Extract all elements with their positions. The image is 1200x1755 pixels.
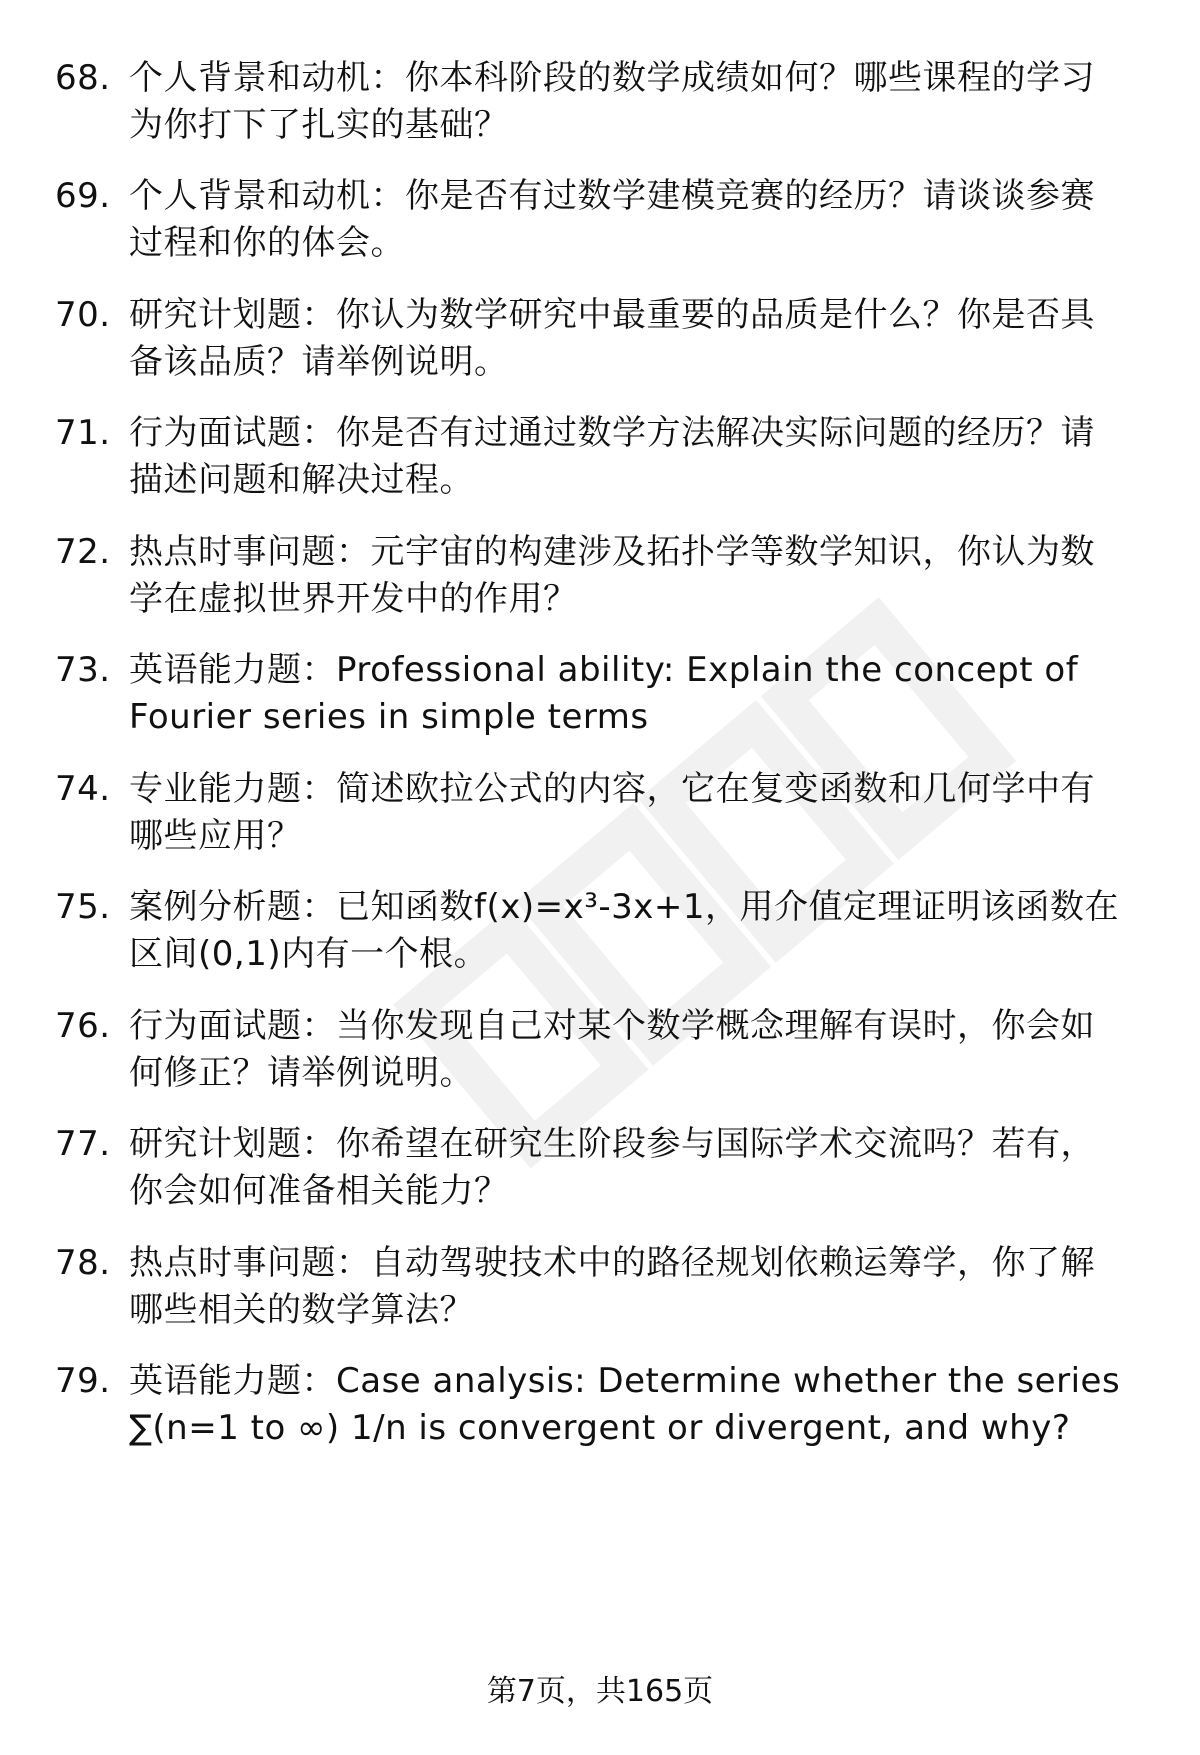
question-text: 个人背景和动机：你是否有过数学建模竞赛的经历？请谈谈参赛: [129, 176, 1095, 216]
question-text: 描述问题和解决过程。: [129, 460, 474, 500]
page-indicator: 第7页，共165页: [486, 1674, 714, 1709]
question-number: 78.: [55, 1243, 111, 1283]
question-number: 79.: [55, 1361, 111, 1401]
question-text: ∑(n=1 to ∞) 1/n is convergent or divergent, and why?: [129, 1408, 1071, 1448]
question-text: 研究计划题：你希望在研究生阶段参与国际学术交流吗？若有，: [129, 1124, 1095, 1164]
question-number: 73.: [55, 650, 111, 690]
question-text: 研究计划题：你认为数学研究中最重要的品质是什么？你是否具: [129, 295, 1095, 335]
question-text: 英语能力题：Professional ability: Explain the concept of: [129, 650, 1079, 690]
question-number: 77.: [55, 1124, 111, 1164]
question-number: 72.: [55, 532, 111, 572]
question-number: 75.: [55, 887, 111, 927]
question-text: 行为面试题：你是否有过通过数学方法解决实际问题的经历？请: [129, 413, 1095, 453]
question-number: 70.: [55, 295, 111, 335]
question-text: 个人背景和动机：你本科阶段的数学成绩如何？哪些课程的学习: [129, 58, 1095, 98]
question-number: 69.: [55, 176, 111, 216]
question-text: 哪些相关的数学算法？: [129, 1290, 474, 1330]
question-text: 热点时事问题：元宇宙的构建涉及拓扑学等数学知识，你认为数: [129, 532, 1095, 572]
question-text: 过程和你的体会。: [129, 223, 405, 263]
question-text: 案例分析题：已知函数f(x)=x³-3x+1，用介值定理证明该函数在: [129, 887, 1119, 927]
question-text: 热点时事问题：自动驾驶技术中的路径规划依赖运筹学，你了解: [129, 1243, 1095, 1283]
question-text: 哪些应用？: [129, 816, 302, 856]
question-text: 区间(0,1)内有一个根。: [129, 934, 489, 974]
question-text: 英语能力题：Case analysis: Determine whether the series: [129, 1361, 1121, 1401]
question-text: 你会如何准备相关能力？: [129, 1171, 509, 1211]
question-text: 行为面试题：当你发现自己对某个数学概念理解有误时，你会如: [129, 1006, 1095, 1046]
question-number: 71.: [55, 413, 111, 453]
question-text: Fourier series in simple terms: [129, 697, 649, 737]
question-text: 何修正？请举例说明。: [129, 1053, 474, 1093]
question-text: 专业能力题：简述欧拉公式的内容，它在复变函数和几何学中有: [129, 769, 1095, 809]
question-text: 学在虚拟世界开发中的作用？: [129, 579, 578, 619]
question-number: 74.: [55, 769, 111, 809]
question-number: 68.: [55, 58, 111, 98]
question-text: 为你打下了扎实的基础？: [129, 105, 509, 145]
question-text: 备该品质？请举例说明。: [129, 342, 509, 382]
question-number: 76.: [55, 1006, 111, 1046]
